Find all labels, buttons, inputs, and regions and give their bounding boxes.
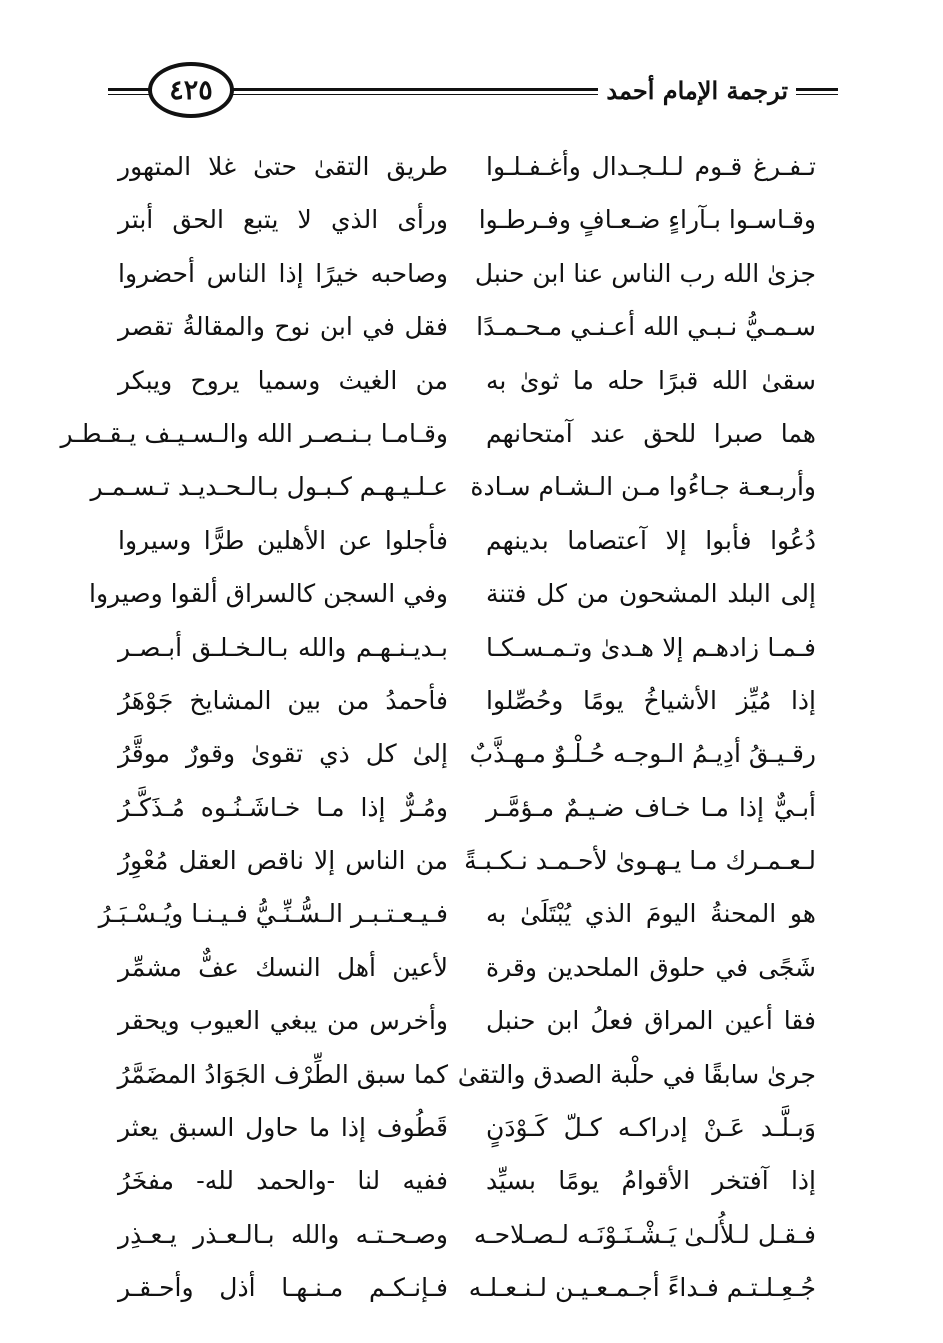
verse-hemistich: لـعـمـرك مـا يـهـوىٰ لأحـمـد نـكـبـةً (464, 846, 816, 876)
verse-hemistich: إلىٰ كل ذي تقوىٰ وقورٌ موقَّرُ (118, 739, 448, 769)
verse-hemistich: إذا مُيِّز الأشياخُ يومًا وحُصِّلوا (486, 685, 816, 715)
verse-hemistich: وفي السجن كالسراق ألقوا وصيروا (89, 579, 448, 609)
verse-hemistich: بـديـنـهـم والله بـالـخـلـق أبـصـر (118, 632, 448, 662)
page-header (108, 62, 838, 122)
verse-hemistich: وقـامـا بـنـصـر الله والـسـيـف يـقـطـر (60, 418, 448, 448)
verse-hemistich: فـمـا زادهـم إلا هـدىٰ وتـمـسـكـا (486, 632, 816, 662)
verse-hemistich: هما صبرا للحق عند آمتحانهم (486, 418, 816, 448)
page-number: ٤٢٥ (169, 74, 213, 106)
verse-hemistich: وصاحبه خيرًا إذا الناس أحضروا (118, 258, 448, 288)
verse-hemistich: عـلـيـهـم كـبـول بـالـحـديـد تـسـمـر (90, 472, 448, 502)
verse-hemistich: تـفـرغ قـوم لـلـجـدال وأغـفـلـوا (486, 152, 816, 181)
verse-hemistich: وَبـلَّـد عَـنْ إدراكـه كـلّ كَـوْدَنٍ (486, 1113, 816, 1143)
verse-hemistich: جُـعِـلـتـم فـداءً أجـمـعـيـن لـنـعـلـه (468, 1273, 816, 1303)
verse-hemistich: ورأى الذي لا يتبع الحق أبتر (118, 205, 448, 235)
verse-hemistich: فـقـل لـلأُلـىٰ يَـشْـنَـوْنَـه لـصـلاحـه (473, 1219, 816, 1249)
verse-hemistich: ففيه لنا -والحمد لله- مفخَرُ (118, 1166, 448, 1196)
verse-hemistich: من الناس إلا ناقص العقل مُعْوِرُ (118, 846, 448, 876)
verse-hemistich: طريق التقىٰ حتىٰ غلا المتهور (118, 152, 448, 181)
verse-hemistich: جزىٰ الله رب الناس عنا ابن حنبل (474, 258, 816, 288)
verse-hemistich: رقـيـقُ أدِيـمُ الـوجـه حُـلْـوٌ مـهـذَّبٌ (469, 739, 816, 769)
verse-hemistich: فـيـعـتـبـر الـسُّـنِّـيُّ فـيـنـا ويُـسْـبَـرُ (98, 899, 448, 929)
verse-hemistich: هو المحنةُ اليومَ الذي يُبْتَلَىٰ به (486, 899, 816, 929)
verse-hemistich: وأخرس من يبغي العيوب ويحقر (118, 1006, 448, 1036)
verse-hemistich: وصـحـتـه والله بـالـعـذر يـعـذِر (118, 1219, 448, 1249)
verse-column-left (60, 140, 448, 1315)
verse-column-right (457, 140, 816, 1315)
verse-hemistich: إلى البلد المشحون من كل فتنة (486, 579, 816, 609)
verse-hemistich: فأجلوا عن الأهلين طرًّا وسيروا (118, 525, 448, 555)
verse-hemistich: أبـيٌّ إذا مـا خـاف ضـيـمٌ مـؤمَّـر (486, 792, 816, 822)
running-title: ترجمة الإمام أحمد (598, 74, 796, 108)
verse-hemistich: سـمـيُّ نـبـي الله أعـنـي مـحـمـدًا (476, 312, 816, 342)
verse-hemistich: وقـاسـوا بـآراءٍ ضـعـافٍ وفـرطـوا (478, 205, 816, 235)
verse-hemistich: فقا أعين المراق فعلُ ابن حنبل (486, 1006, 816, 1036)
verse-hemistich: كما سبق الطِّرْف الجَوَادُ المضَمَّرُ (117, 1059, 448, 1089)
page-number-badge (148, 62, 234, 118)
verse-hemistich: فقل في ابن نوح والمقالةُ تقصر (118, 312, 448, 342)
verse-hemistich: من الغيث وسميا يروح ويبكر (118, 365, 448, 395)
verse-hemistich: سقىٰ الله قبرًا حله ما ثوىٰ به (486, 365, 816, 395)
verse-hemistich: فـإنـكـم مـنـهـا أذل وأحـقـر (118, 1273, 448, 1303)
verse-hemistich: دُعُوا فأبوا إلا آعتصاما بدينهم (486, 525, 816, 555)
verse-hemistich: ومُـرٌّ إذا مـا خـاشَـنُـوه مُـذَكَّـرُ (118, 792, 448, 822)
verse-hemistich: شَجًى في حلوق الملحدين وقرة (486, 952, 816, 982)
verse-hemistich: فأحمدُ من بين المشايخ جَوْهَرُ (118, 685, 448, 715)
verse-hemistich: إذا آفتخر الأقوامُ يومًا بسيِّد (486, 1166, 816, 1196)
verse-hemistich: قَطُوف إذا ما حاول السبق يعثر (118, 1113, 448, 1143)
verse-hemistich: جرىٰ سابقًا في حلْبة الصدق والتقىٰ (457, 1059, 816, 1089)
verse-hemistich: وأربـعـة جـاءُوا مـن الـشـام سـادة (470, 472, 816, 502)
verse-hemistich: لأعين أهل النسك عفٌّ مشمِّر (118, 952, 448, 982)
